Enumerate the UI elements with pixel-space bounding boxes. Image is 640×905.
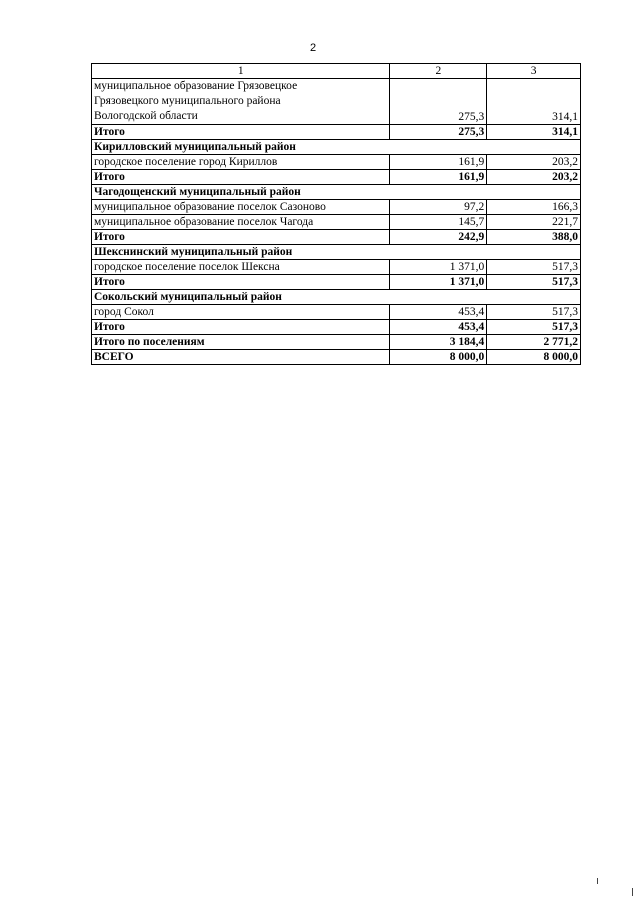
row-value-3: 388,0 — [487, 230, 581, 245]
row-label: ВСЕГО — [92, 350, 390, 365]
total-row — [92, 170, 581, 185]
section-label: Кирилловский муниципальный район — [92, 140, 581, 155]
row-label: Итого — [92, 230, 390, 245]
table-row — [92, 79, 581, 125]
table-row — [92, 215, 581, 230]
section-row — [92, 140, 581, 155]
row-value-2: 275,3 — [390, 79, 487, 125]
row-value-2: 3 184,4 — [390, 335, 487, 350]
row-label-line: Вологодской области — [94, 110, 198, 122]
allocation-table — [91, 63, 581, 365]
row-label — [92, 79, 390, 125]
column-header-3: 3 — [487, 64, 581, 79]
row-value-3: 203,2 — [487, 170, 581, 185]
row-value-3: 203,2 — [487, 155, 581, 170]
row-value-2: 453,4 — [390, 320, 487, 335]
row-value-3: 2 771,2 — [487, 335, 581, 350]
row-label: Итого — [92, 170, 390, 185]
row-label: городское поселение город Кириллов — [92, 155, 390, 170]
row-value-2: 97,2 — [390, 200, 487, 215]
column-header-1: 1 — [92, 64, 390, 79]
row-label: городское поселение поселок Шексна — [92, 260, 390, 275]
table-row — [92, 155, 581, 170]
page-number: 2 — [309, 42, 317, 54]
row-label: Итого по поселениям — [92, 335, 390, 350]
row-value-2: 275,3 — [390, 125, 487, 140]
settlements-total-row — [92, 335, 581, 350]
section-label: Чагодощенский муниципальный район — [92, 185, 581, 200]
row-value-2: 161,9 — [390, 155, 487, 170]
row-value-2: 453,4 — [390, 305, 487, 320]
row-value-2: 145,7 — [390, 215, 487, 230]
section-label: Сокольский муниципальный район — [92, 290, 581, 305]
section-row — [92, 185, 581, 200]
table-row — [92, 260, 581, 275]
row-label: Итого — [92, 275, 390, 290]
total-row — [92, 230, 581, 245]
row-value-3: 166,3 — [487, 200, 581, 215]
row-value-2: 8 000,0 — [390, 350, 487, 365]
row-label-line: муниципальное образование Грязовецкое — [94, 80, 298, 92]
row-value-3: 517,3 — [487, 320, 581, 335]
row-value-3: 517,3 — [487, 275, 581, 290]
row-value-3: 517,3 — [487, 260, 581, 275]
row-value-3: 8 000,0 — [487, 350, 581, 365]
section-row — [92, 245, 581, 260]
row-value-2: 161,9 — [390, 170, 487, 185]
row-label: Итого — [92, 125, 390, 140]
table-row — [92, 305, 581, 320]
scan-artifact-mark — [632, 888, 633, 896]
row-value-3: 221,7 — [487, 215, 581, 230]
row-value-3: 517,3 — [487, 305, 581, 320]
grand-total-row — [92, 350, 581, 365]
row-value-3: 314,1 — [487, 79, 581, 125]
row-label: Итого — [92, 320, 390, 335]
total-row — [92, 320, 581, 335]
row-value-2: 242,9 — [390, 230, 487, 245]
row-label-line: Грязовецкого муниципального района — [94, 95, 281, 107]
table-row — [92, 200, 581, 215]
scan-artifact-mark — [597, 878, 598, 884]
row-value-2: 1 371,0 — [390, 275, 487, 290]
row-label: муниципальное образование поселок Чагода — [92, 215, 390, 230]
total-row — [92, 125, 581, 140]
row-label: город Сокол — [92, 305, 390, 320]
section-label: Шекснинский муниципальный район — [92, 245, 581, 260]
row-value-2: 1 371,0 — [390, 260, 487, 275]
total-row — [92, 275, 581, 290]
row-value-3: 314,1 — [487, 125, 581, 140]
section-row — [92, 290, 581, 305]
column-header-2: 2 — [390, 64, 487, 79]
row-label: муниципальное образование поселок Сазоново — [92, 200, 390, 215]
table-header-row — [92, 64, 581, 79]
